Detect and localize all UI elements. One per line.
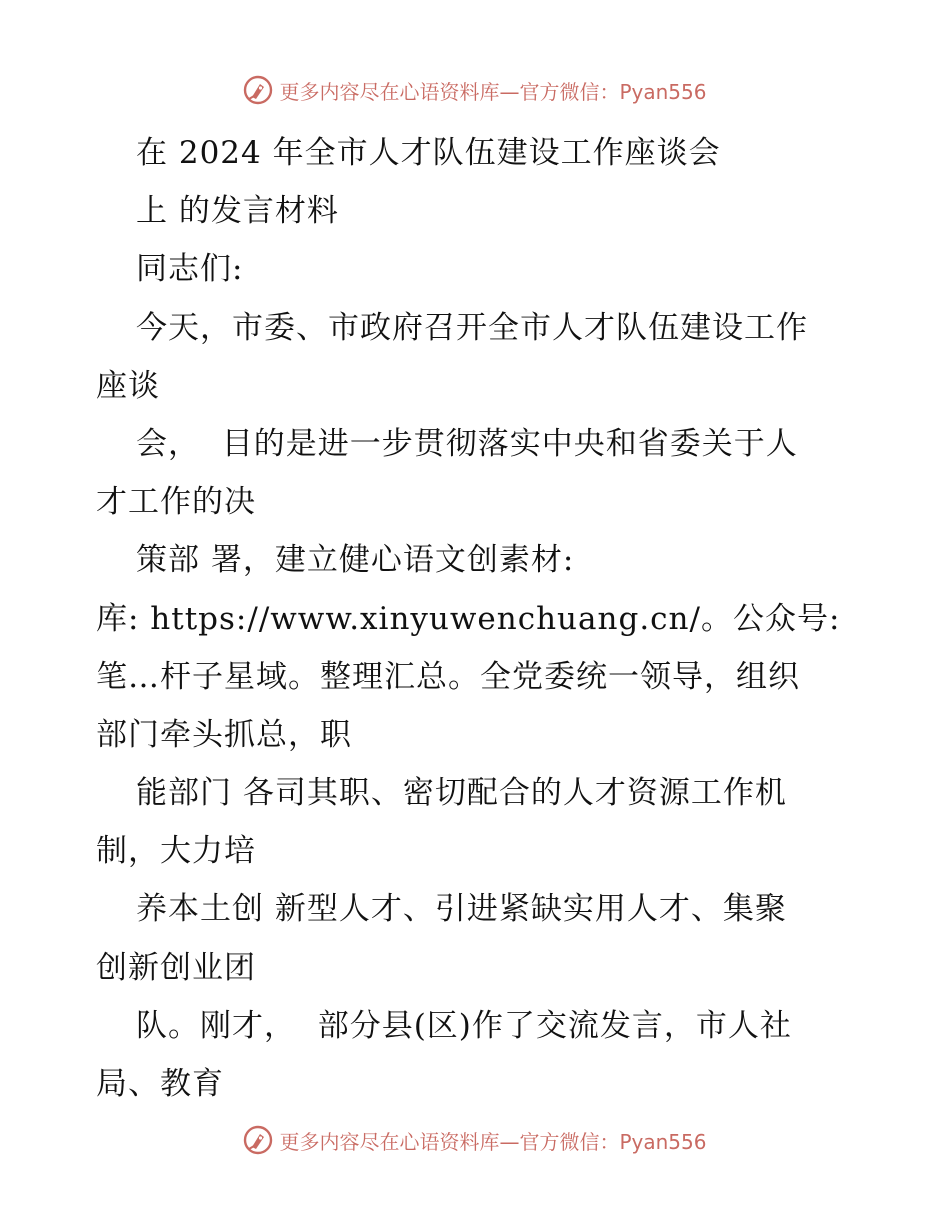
- body-line: 才工作的决: [96, 484, 256, 521]
- body-line: 局、教育: [96, 1066, 224, 1102]
- body-line: 能部门 各司其职、密切配合的人才资源工作机: [136, 775, 787, 812]
- body-line: 会， 目的是进一步贯彻落实中央和省委关于人: [136, 425, 798, 462]
- body-line: 笔…杆子星域。整理汇总。全党委统一领导，组织: [96, 658, 800, 695]
- body-line: 库: https://www.xinyuwenchuang.cn/。公众号:: [96, 600, 841, 637]
- body-line: 队。刚才， 部分县(区)作了交流发言，市人社: [136, 1007, 792, 1044]
- pen-nib-logo-icon: [243, 75, 273, 105]
- watermark-text: 更多内容尽在心语资料库—官方微信：Pyan556: [279, 79, 707, 104]
- title-line-2: 上 的发言材料: [136, 193, 339, 230]
- body-line: 部门牵头抓总，职: [96, 716, 352, 753]
- body-line: 座谈: [96, 367, 160, 404]
- body-line: 今天，市委、市政府召开全市人才队伍建设工作: [136, 309, 808, 346]
- body-line: 策部 署，建立健心语文创素材:: [136, 542, 575, 579]
- footer-watermark: [0, 1120, 950, 1160]
- body-line: 创新创业团: [96, 949, 256, 986]
- title-line-1: 在 2024 年全市人才队伍建设工作座谈会: [136, 135, 721, 171]
- pen-nib-logo-icon: [243, 1125, 273, 1155]
- salutation: 同志们:: [136, 251, 244, 288]
- header-watermark: [0, 70, 950, 110]
- document-body: [96, 124, 856, 1113]
- body-line: 制，大力培: [96, 833, 256, 870]
- watermark-text: 更多内容尽在心语资料库—官方微信：Pyan556: [279, 1129, 707, 1154]
- body-line: 养本土创 新型人才、引进紧缺实用人才、集聚: [136, 891, 787, 928]
